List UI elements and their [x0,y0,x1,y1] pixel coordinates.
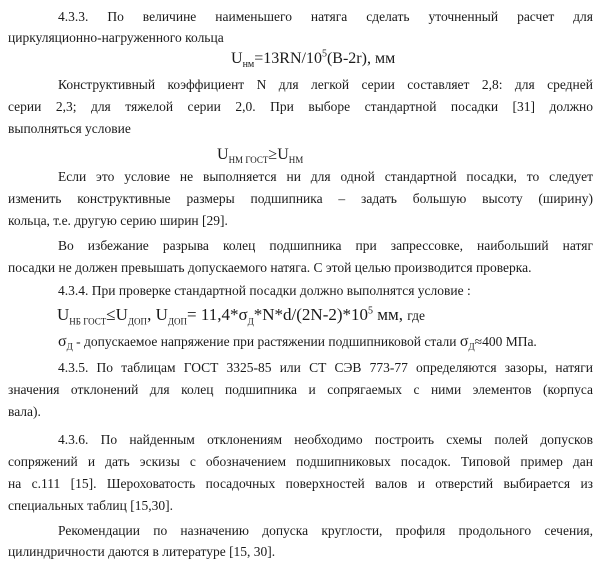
section-4-3-5-line-3: вала). [8,404,41,419]
recommendations-line-2: цилиндричности даются в литературе [15, 30]. [8,544,276,559]
notmet-line-1: Если это условие не выполняется ни для одной стандартной посадки, то следует [58,169,593,184]
section-4-3-6-line-3: на с.111 [15]. Шероховатость посадочных поверхностей валов и отверстий выбирается из [8,476,593,491]
sigma-explanation: $\sigma_Д$ - допускаемое напряжение при растяжении подшипниковой стали $\sigma_Д\approx 400$ МПа. [58,333,537,352]
coef-line-1: Конструктивный коэффициент N для легкой серии составляет 2,8: для средней [58,77,593,92]
section-4-3-6-line-1: 4.3.6. По найденным отклонениям необходимо построить схемы полей допусков [58,432,593,447]
section-4-3-5-line-1: 4.3.5. По таблицам ГОСТ 3325-85 или СТ СЭВ 773-77 определяются зазоры, натяги [58,360,593,375]
rupture-line-1: Во избежание разрыва колец подшипника при запрессовке, наибольший натяг [58,238,593,253]
section-4-3-6-line-2: сопряжений и дать эскизы с обозначением подшипниковых посадок. Типовой пример дан [8,454,593,469]
section-4-3-6-line-4: специальных таблиц [15,30]. [8,498,173,513]
formula-condition: $U_{НМ ГОСТ}\ge U_{НМ}$ [217,146,304,166]
notmet-line-2: изменить конструктивные размеры подшипника – задать большую высоту (ширину) [8,191,593,206]
formula-allowed-interference: $U_{НБ ГОСТ}\le U_{ДОП}$, $U_{ДОП}= 11,4*\sigma_Д*N*d/(2N-2)*10^5$ мм, где [57,305,426,327]
coef-line-2: серии 2,3; для тяжелой серии 2,0. При выборе стандартной посадки [31] должно [8,99,593,114]
rupture-line-2: посадки не должен превышать допускаемого натяга. С этой целью производится проверка. [8,260,532,275]
recommendations-line-1: Рекомендации по назначению допуска круглости, профиля продольного сечения, [58,523,593,538]
section-4-3-3-line-2: циркуляционно-нагруженного кольца [8,30,224,45]
section-4-3-3-line-1: 4.3.3. По величине наименьшего натяга сделать уточненный расчет для [58,9,593,24]
coef-line-3: выполняться условие [8,121,131,136]
notmet-line-3: кольца, т.е. другую серию ширин [29]. [8,213,228,228]
section-4-3-5-line-2: значения отклонений для колец подшипника и сопрягаемых с ними элементов (корпуса [8,382,593,397]
section-4-3-4-line-1: 4.3.4. При проверке стандартной посадки должно выполнятся условие : [58,283,471,298]
formula-interference-min: $U_{нм}=13RN/10^5(B-2r)$, мм [231,48,396,71]
